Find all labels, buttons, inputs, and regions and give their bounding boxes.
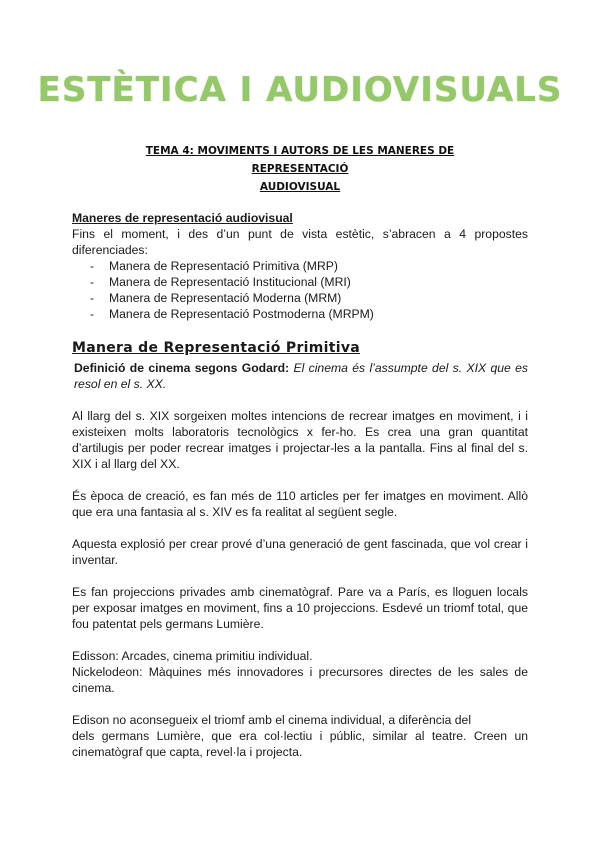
paragraph: Aquesta explosió per crear prové d’una generació de gent fascinada, que vol crear i inventar. [72, 537, 528, 567]
document-title: ESTÈTICA I AUDIOVISUALS [37, 70, 563, 110]
definition-quote: El cinema és l’assumpte del s. XIX que es resol en el s. XX. [74, 361, 529, 391]
intro-text: Fins el moment, i des d’un punt de vista estètic, s’abracen a 4 propostes diferenciades: [72, 227, 528, 257]
edison-line-1: Edison no aconsegueix el triomf amb el cinema individual, a diferència del [72, 713, 472, 727]
paragraph: És època de creació, es fan més de 110 articles per fer imatges en moviment. Allò que era una fantasia al s. XIV es fa realitat al següent segle. [72, 489, 528, 519]
list-item: - Manera de Representació Moderna (MRM) [72, 290, 528, 306]
edisson-line: Edisson: Arcades, cinema primitiu individual. [72, 649, 313, 663]
edison-line-2: dels germans Lumière, que era col·lectiu i públic, similar al teatre. Creen un cinematògraf que capta, revel·la i projecta. [72, 729, 528, 759]
representation-list [72, 258, 528, 322]
paragraph: Al llarg del s. XIX sorgeixen moltes intencions de recrear imatges en moviment, i i existeixen molts laboratoris tecnològics x fer-ho. Es crea una gran quantitat d’artilugis per poder recrear imatges i projectar-les a la pantalla. Fins al final del s. XIX i al llarg del XX. [72, 409, 528, 471]
paragraph: Es fan projeccions privades amb cinematògraf. Pare va a París, es lloguen locals per exposar imatges en moviment, fins a 10 projeccions. Esdevé un triomf total, que fou patentat pels germans Lumière. [72, 585, 528, 631]
subtitle-line-2: AUDIOVISUAL [259, 181, 341, 193]
godard-definition [72, 360, 528, 392]
list-item: - Manera de Representació Institucional (MRI) [72, 274, 528, 290]
intro-heading: Maneres de representació audiovisual [72, 211, 293, 225]
document-body [72, 210, 528, 760]
list-item: - Manera de Representació Primitiva (MRP) [72, 258, 528, 274]
definition-label: Definició de cinema segons Godard: [74, 361, 290, 375]
document-subtitle [100, 142, 500, 196]
nickelodeon-line: Nickelodeon: Màquines més innovadores i precursores directes de les sales de cinema. [72, 665, 528, 695]
subtitle-line-1: TEMA 4: MOVIMENTS I AUTORS DE LES MANERES DE REPRESENTACIÓ [145, 145, 455, 175]
section-heading: Manera de Representació Primitiva [72, 340, 360, 356]
list-item: - Manera de Representació Postmoderna (MRPM) [72, 306, 528, 322]
